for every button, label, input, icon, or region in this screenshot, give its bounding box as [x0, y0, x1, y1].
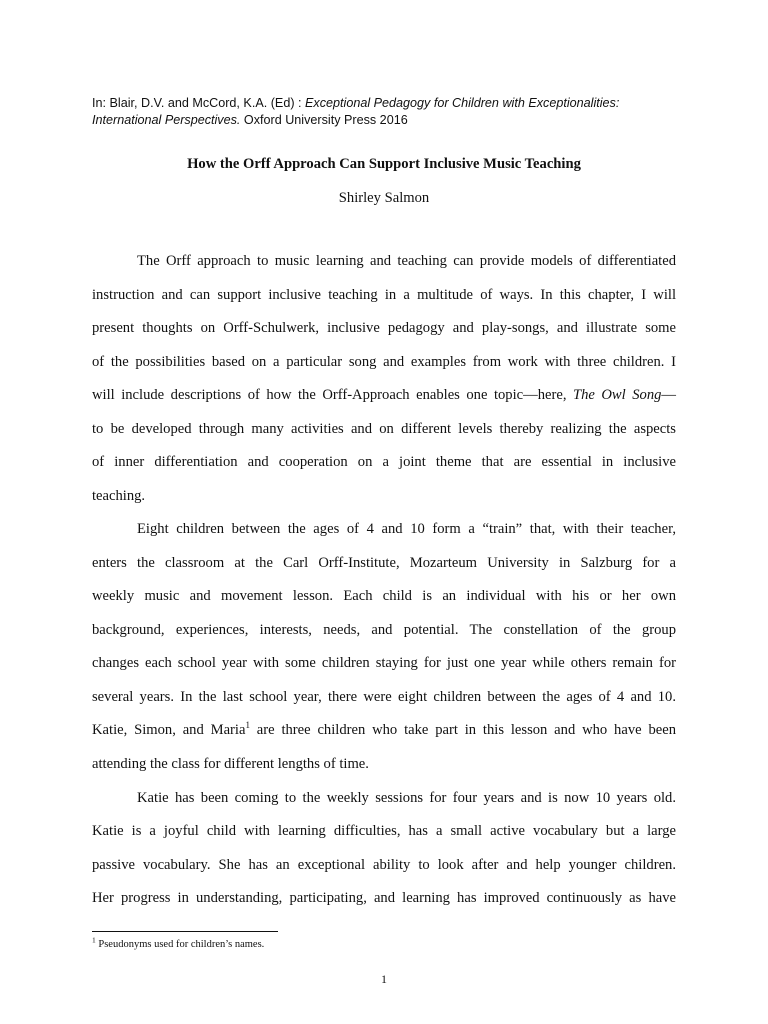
body-line: background, experiences, interests, needs, and potential. The constellation of the group [92, 622, 676, 638]
paper-title: How the Orff Approach Can Support Inclusive Music Teaching [187, 156, 581, 172]
citation-publisher: Oxford University Press 2016 [240, 113, 408, 127]
body-line: of inner differentiation and cooperation on a joint theme that are essential in inclusive [92, 454, 676, 470]
body-line: attending the class for different lengths of time. [92, 756, 369, 772]
body-line: instruction and can support inclusive teaching in a multitude of ways. In this chapter, I will [92, 287, 676, 303]
body-line: passive vocabulary. She has an exceptional ability to look after and help younger children. [92, 857, 676, 873]
footnote-reference[interactable]: 1 [245, 720, 250, 731]
body-line [92, 721, 676, 739]
citation-prefix: In: Blair, D.V. and McCord, K.A. (Ed) : [92, 96, 306, 110]
body-line: several years. In the last school year, there were eight children between the ages of 4 and 10. [92, 689, 676, 705]
body-line: Her progress in understanding, participating, and learning has improved continuously as have [92, 890, 676, 906]
body-line: The Orff approach to music learning and teaching can provide models of differentiated [137, 253, 676, 269]
footnote-divider [92, 931, 278, 932]
page-number: 1 [381, 972, 387, 986]
body-text: are three children who take part in this lesson and who have been [249, 722, 676, 738]
citation-header [92, 95, 692, 129]
body-line: weekly music and movement lesson. Each child is an individual with his or her own [92, 588, 676, 604]
body-line: of the possibilities based on a particular song and examples from work with three children. I [92, 354, 676, 370]
body-text: will include descriptions of how the Orff-Approach enables one topic—here, [92, 387, 573, 403]
body-line: changes each school year with some children staying for just one year while others remain for [92, 655, 676, 671]
body-line: to be developed through many activities and on different levels thereby realizing the aspects [92, 421, 676, 437]
footnote [92, 935, 265, 950]
body-text: Katie, Simon, and Maria [92, 722, 246, 738]
body-line: Eight children between the ages of 4 and 10 form a “train” that, with their teacher, [137, 521, 676, 537]
body-line [92, 386, 676, 404]
citation-book-title: Exceptional Pedagogy for Children with Exceptionalities: International Perspectives. [92, 96, 620, 127]
footnote-marker: 1 [92, 935, 96, 945]
body-line: present thoughts on Orff-Schulwerk, inclusive pedagogy and play-songs, and illustrate some [92, 320, 676, 336]
author-name: Shirley Salmon [338, 190, 430, 206]
body-line: enters the classroom at the Carl Orff-Institute, Mozarteum University in Salzburg for a [92, 555, 676, 571]
body-line: Katie is a joyful child with learning difficulties, has a small active vocabulary but a large [92, 823, 676, 839]
song-title: The Owl Song [573, 387, 662, 403]
body-line: teaching. [92, 488, 146, 504]
footnote-text: Pseudonyms used for children’s names. [95, 939, 265, 950]
body-line: Katie has been coming to the weekly sessions for four years and is now 10 years old. [137, 790, 676, 806]
body-text: — [661, 387, 677, 403]
